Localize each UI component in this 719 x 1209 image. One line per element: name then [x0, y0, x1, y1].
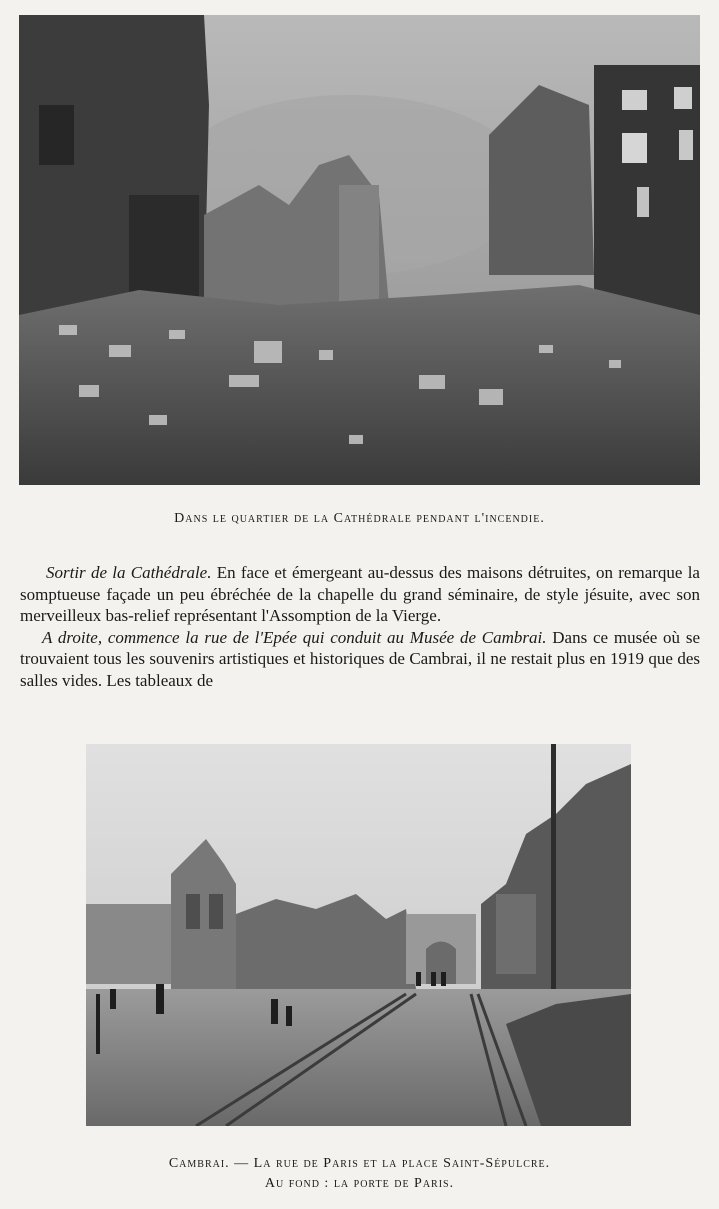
photo-rue-de-paris — [86, 744, 631, 1126]
paragraph-2 — [20, 627, 700, 692]
paragraph-1-lead: Sortir de la Cathédrale. — [46, 563, 212, 582]
photo-cathedral-fire — [19, 15, 700, 485]
ruins-illustration — [19, 15, 700, 485]
photo-caption-bottom-line1: Cambrai. — La rue de Paris et la place Saint-Sépulcre. — [168, 1156, 551, 1171]
paragraph-1 — [20, 562, 700, 627]
paragraph-1-body: En face et émergeant au-dessus des maisons détruites, on remarque la somptueuse façade un peu ébréchée de la chapelle du grand séminaire, de style jésuite, avec son merveilleux bas-relief représentant l'Assomption de la Vierge. — [20, 563, 700, 625]
photo-caption-top: Dans le quartier de la Cathédrale pendant l'incendie. — [174, 511, 545, 526]
paragraph-2-body: Dans ce musée où se trouvaient tous les souvenirs artistiques et historiques de Cambrai, il ne restait plus en 1919 que des salles vides. Les tableaux de — [20, 627, 700, 690]
photo-caption-bottom — [0, 1154, 719, 1194]
body-text — [20, 562, 700, 691]
street-illustration — [86, 744, 631, 1126]
photo-caption-bottom-line2: Au fond : la porte de Paris. — [264, 1176, 455, 1191]
paragraph-2-lead: A droite, commence la rue de l'Epée qui conduit au Musée de Cambrai. — [42, 627, 547, 647]
